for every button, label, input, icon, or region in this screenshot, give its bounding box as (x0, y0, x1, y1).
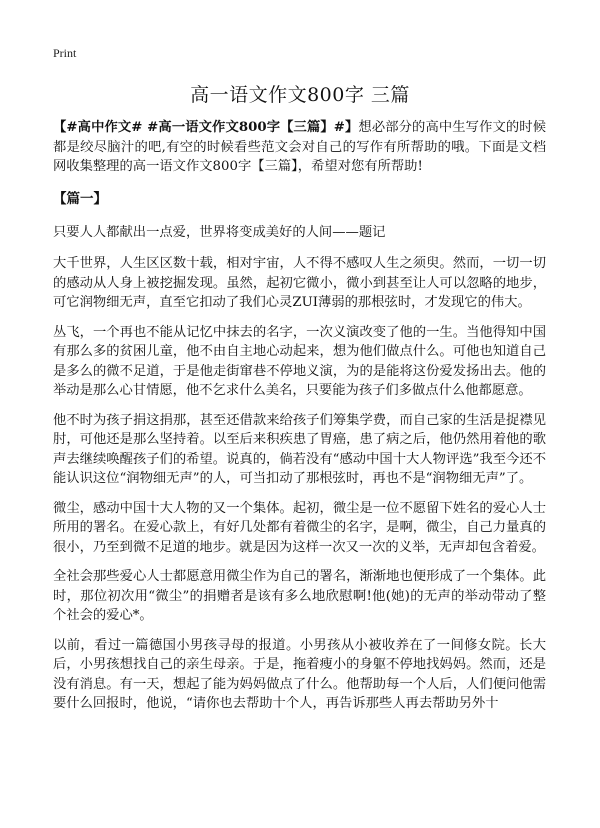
intro-tag: 【#高中作文# #高一语文作文800字【三篇】#】 (53, 120, 359, 135)
intro-paragraph (53, 118, 546, 177)
section-heading: 【篇一】 (53, 190, 107, 207)
intro-text: 想必部分的高中生写作文的时候都是绞尽脑汁的吧,有空的时候看些范文会对自己的写作有所帮助的哦。下面是文档网收集整理的高一语文作文800字【三篇】，希望对您有所帮助! (53, 120, 547, 174)
body-paragraph-6: 以前，看过一篇德国小男孩寻母的报道。小男孩从小被收养在了一间修女院。长大后，小男孩想找自己的亲生母亲。于是，拖着瘦小的身躯不停地找妈妈。然而，还是没有消息。有一天，想起了能为妈妈做点了什么。他帮助每一个人后，人们便问他需要什么回报时，他说，“请你也去帮助十个人，再告诉那些人再去帮助另外十 (53, 637, 546, 711)
body-paragraph-1: 大千世界，人生区区数十载，相对宇宙，人不得不感叹人生之须臾。然而，一切一切的感动从人身上被挖掘发现。虽然，起初它微小，微小到甚至让人可以忽略的地步，可它润物细无声，直至它扣动了我们心灵ZUI薄弱的那根弦时，才发现它的伟大。 (53, 256, 546, 310)
print-label: Print (53, 46, 77, 60)
document-title: 高一语文作文800字 三篇 (190, 84, 410, 106)
body-paragraph-4: 微尘，感动中国十大人物的又一个集体。起初，微尘是一位不愿留下姓名的爱心人士所用的署名。在爱心款上，有好几处都有着微尘的名字，是啊，微尘，自己力量真的很小，乃至到微不足道的地步。就是因为这样一次又一次的义举，无声却包含着爱。 (53, 500, 546, 555)
section-subtitle: 只要人人都献出一点爱，世界将变成美好的人间——题记 (53, 224, 386, 240)
body-paragraph-2: 丛飞，一个再也不能从记忆中抹去的名字，一次义演改变了他的一生。当他得知中国有那么多的贫困儿童，他不由自主地心动起来，想为他们做点什么。可他也知道自己是多么的微不足道，于是他走街窜巷不停地义演，为的是能将这份爱发扬出去。他的举动是那么心甘情愿，他不乞求什么美名，只要能为孩子们多做点什么他都愿意。 (53, 324, 546, 398)
body-paragraph-5: 全社会那些爱心人士都愿意用微尘作为自己的署名，渐渐地也便形成了一个集体。此时，那位初次用“微尘”的捐赠者是该有多么地欣慰啊!他(她)的无声的举动带动了整个社会的爱心*。 (53, 569, 546, 623)
document-body (53, 118, 546, 724)
body-paragraph-3: 他不时为孩子捐这捐那，甚至还借款来给孩子们筹集学费，而自己家的生活是捉襟见肘，可他还是那么坚持着。以至后来积疾患了胃癌，患了病之后，他仍然用着他的歌声去继续唤醒孩子们的希望。说真的，倘若没有“感动中国十大人物评选”我至今还不能认识这位“润物细无声”的人，可当扣动了那根弦时，再也不是“润物细无声”了。 (53, 412, 546, 486)
